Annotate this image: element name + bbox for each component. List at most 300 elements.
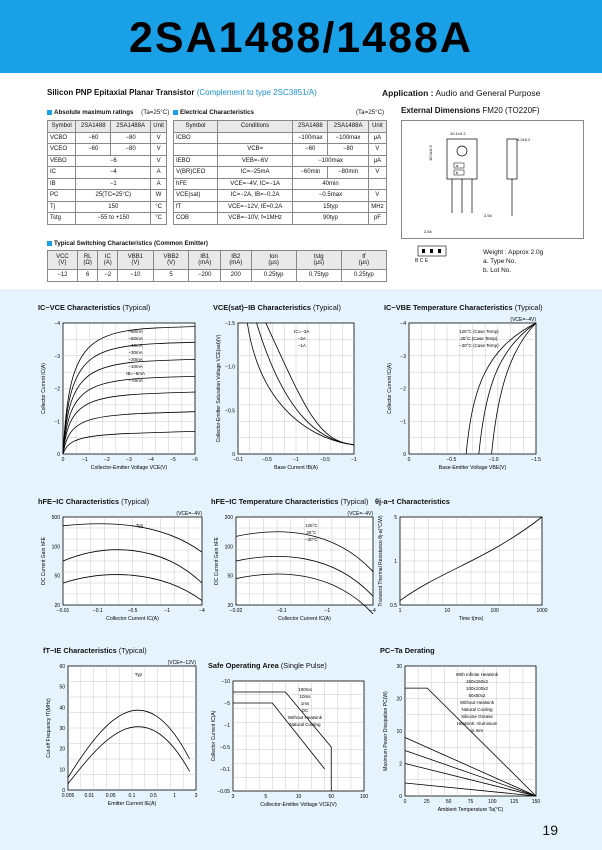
x-tick-label: −5 [170, 457, 176, 463]
x-tick-label: −2 [104, 457, 110, 463]
table-cell: 0.25typ [341, 270, 386, 282]
y-tick-label: 20 [59, 746, 65, 753]
y-tick-label: −3 [400, 353, 406, 360]
y-tick-label: 0 [403, 452, 406, 458]
table-cell: 0.75typ [296, 270, 341, 282]
table-header: IB1 (mA) [189, 251, 221, 270]
curve-label: With Infinite Heatsink [455, 672, 499, 677]
x-tick-label: 1000 [536, 608, 548, 614]
table-cell: VCB=−10V, f=1MHz [217, 213, 292, 225]
curve-label: Typ [134, 672, 143, 677]
y-tick-label: −1 [400, 419, 406, 426]
table-row [174, 190, 387, 202]
chart-svg [193, 315, 369, 491]
curve-label: 25°C (Case Temp) [460, 336, 498, 341]
table-cell: μA [368, 155, 386, 167]
x-axis-label: Collector-Emitter Voltage VCE(V) [90, 465, 168, 471]
table-cell: −2 [98, 270, 118, 282]
table-cell: VCE=−4V, IC=−1A [217, 178, 292, 190]
y-tick-label: 50 [59, 684, 65, 691]
table-header: IC (A) [98, 251, 118, 270]
application [382, 88, 540, 98]
switching-table [47, 250, 387, 282]
y-tick-label: 0 [62, 788, 65, 794]
table-cell: −55 to +150 [76, 213, 151, 225]
table-cell: hFE [174, 178, 218, 190]
table-row [174, 144, 387, 156]
svg-text:15.0±0.3: 15.0±0.3 [428, 145, 433, 161]
chart-title: IC−VCE Characteristics (Typical) [38, 303, 151, 312]
curve-label: 150x150x2 [466, 679, 489, 684]
x-tick-label: −1 [82, 457, 88, 463]
curve-label: Silicone Grease [461, 714, 493, 719]
curve-label: Natural Cooling [289, 722, 321, 727]
table-cell: pF [368, 213, 386, 225]
curve-label: −20mA [128, 357, 143, 362]
y-tick-label: 0 [399, 794, 402, 800]
y-tick-label: −1.0 [225, 364, 235, 371]
table-cell: 5 [153, 270, 189, 282]
curve-label: −50mA [128, 336, 143, 341]
y-tick-label: 10 [59, 767, 65, 774]
x-tick-label: 100 [359, 794, 369, 800]
table-header: RL (Ω) [77, 251, 98, 270]
y-tick-label: −0.5 [225, 408, 235, 415]
y-tick-label: 0.5 [390, 603, 397, 609]
table-row [48, 167, 167, 179]
x-tick-label: 25 [424, 799, 430, 805]
table-cell: PC [48, 190, 76, 202]
elec-condition: (Ta=25°C) [356, 109, 385, 116]
y-tick-label: −5 [224, 701, 230, 707]
table-header: Unit [151, 121, 167, 133]
x-tick-label: 0.05 [105, 793, 116, 799]
abs-max-table [47, 120, 167, 225]
table-cell: 15typ [293, 201, 369, 213]
x-axis-label: Collector-Emitter Voltage VCE(V) [260, 802, 337, 808]
application-value: Audio and General Purpose [435, 88, 541, 98]
x-tick-label: 75 [467, 799, 474, 805]
table-cell: Tstg [48, 213, 76, 225]
x-axis-label: Collector Current IC(A) [106, 616, 159, 622]
subtitle [47, 88, 317, 97]
table-cell: °C [151, 201, 167, 213]
table-cell: Tj [48, 201, 76, 213]
chart-condition: (VCE=−4V) [347, 511, 373, 517]
table-cell: −0.5max [293, 190, 369, 202]
y-tick-label: 60 [59, 664, 65, 670]
x-tick-label: −1.5 [531, 457, 541, 463]
x-tick-label: 100 [490, 608, 499, 614]
table-cell: μA [368, 132, 386, 144]
table-cell: −80 [111, 144, 151, 156]
y-tick-label: 0 [232, 452, 235, 458]
page-title: 2SA1488/1488A [129, 14, 473, 62]
x-tick-label: −0.01 [56, 608, 70, 614]
curve-label: 1ms [300, 701, 310, 706]
x-tick-label: 10 [295, 794, 302, 800]
x-tick-label: −1 [293, 457, 299, 463]
table-cell: 40min [293, 178, 369, 190]
svg-text:a: a [456, 163, 459, 168]
table-row [174, 132, 387, 144]
curve-label: Typ [135, 523, 144, 528]
table-cell: COB [174, 213, 218, 225]
switching-heading: Typical Switching Characteristics (Common Emitter) [47, 240, 208, 247]
table-row [48, 270, 387, 282]
pin-labels: B C E [415, 258, 429, 264]
curve-label: 50x50x2 [468, 693, 486, 698]
x-axis-label: Base Current IB(A) [274, 465, 318, 471]
table-cell: VCE(sat) [174, 190, 218, 202]
x-tick-label: −1 [351, 457, 357, 463]
subtitle-complement: (Complement to type 2SC3851/A) [196, 88, 317, 97]
y-axis-label: Collector Current IC(A) [41, 363, 47, 414]
curve-label: −40mA [128, 343, 143, 348]
chart-condition: (VCE=−12V) [167, 660, 196, 666]
x-axis-label: Collector Current IC(A) [278, 616, 331, 622]
chart-title: VCE(sat)−IB Characteristics (Typical) [213, 303, 341, 312]
curve-label: Without Heatsink [460, 700, 495, 705]
x-tick-label: −0.02 [229, 608, 243, 614]
chart-svg [355, 509, 557, 642]
x-tick-label: 150 [531, 799, 541, 805]
table-header: Symbol [48, 121, 76, 133]
curve-label: 125°C (Case Temp) [459, 329, 499, 334]
table-header: Unit [368, 121, 386, 133]
table-cell: V(BR)CEO [174, 167, 218, 179]
x-axis-label: Time t(ms) [458, 616, 484, 622]
y-axis-label: Collector Current IC(A) [211, 710, 217, 762]
chart-svg [23, 658, 211, 827]
x-tick-label: 1 [398, 608, 402, 614]
table-row [48, 201, 167, 213]
table-cell: W [151, 190, 167, 202]
curve-label: DC [301, 708, 309, 713]
x-tick-label: −1.0 [488, 457, 499, 463]
weight-text: Weight : Approx 2.0g [483, 249, 544, 256]
svg-text:4.2±0.2: 4.2±0.2 [517, 137, 531, 142]
bullet-square-icon [47, 110, 52, 115]
table-row [48, 155, 167, 167]
curve-label: 100ms [298, 687, 312, 692]
x-tick-label: 125 [509, 799, 519, 805]
table-cell [217, 132, 292, 144]
y-axis-label: DC Current Gain hFE [214, 537, 220, 585]
ext-dimensions-box [401, 120, 584, 239]
chart-title: hFE−IC Characteristics (Typical) [38, 497, 150, 506]
table-header: 2SA1488 [293, 121, 328, 133]
x-tick-label: 0.005 [61, 793, 75, 799]
svg-text:b: b [456, 170, 459, 175]
table-cell: V [368, 190, 386, 202]
table-header: VBB2 (V) [153, 251, 189, 270]
y-tick-label: 20 [54, 603, 60, 609]
curve-label: −70mA [128, 378, 143, 383]
curve-label: −30mA [128, 350, 143, 355]
y-axis-label: DC Current Gain hFE [41, 537, 47, 585]
chart-title: PC−Ta Derating [380, 646, 435, 655]
table-header: VBB1 (V) [118, 251, 154, 270]
chart-svg [360, 658, 551, 833]
y-axis-label: Transient Thermal Resistance θj-a(°C/W) [378, 515, 384, 607]
table-cell [368, 178, 386, 190]
curve-label: 100x100x2 [466, 686, 489, 691]
x-tick-label: 1 [173, 793, 177, 799]
x-tick-label: 100 [488, 799, 497, 805]
y-tick-label: 2 [399, 761, 402, 768]
table-header: 2SA1488A [111, 121, 151, 133]
elec-heading: Electrical Characteristics [173, 109, 254, 116]
table-cell: IC [48, 167, 76, 179]
title-banner [0, 0, 602, 73]
table-cell: A [151, 167, 167, 179]
table-row [48, 190, 167, 202]
table-header: tstg (μs) [296, 251, 341, 270]
table-cell: −80min [328, 167, 368, 179]
table-cell: VEB=−6V [217, 155, 292, 167]
y-axis-label: Maximum Power Dissipation PC(W) [383, 691, 389, 771]
x-tick-label: −4 [199, 608, 205, 614]
table-header: IB2 (mA) [221, 251, 252, 270]
table-row [48, 144, 167, 156]
y-tick-label: −1.5 [225, 321, 235, 327]
table-cell: −1 [76, 178, 151, 190]
table-cell: VCB= [217, 144, 292, 156]
x-tick-label: 50 [328, 794, 335, 800]
curve-label: 125°C [305, 523, 318, 528]
x-tick-label: −0.1 [233, 457, 243, 463]
y-tick-label: 20 [396, 696, 402, 703]
table-cell: −6 [76, 155, 151, 167]
table-header: 2SA1488A [328, 121, 368, 133]
table-header: VCC (V) [48, 251, 78, 270]
table-row [174, 201, 387, 213]
y-tick-label: 50 [54, 573, 60, 580]
y-tick-label: 30 [396, 664, 402, 670]
y-tick-label: −0.05 [217, 789, 230, 795]
x-tick-label: 3 [231, 794, 235, 800]
table-cell: −60 [76, 132, 111, 144]
svg-text:10.1±0.2: 10.1±0.2 [450, 131, 466, 136]
curve-label: −30°C (Case Temp) [459, 343, 499, 348]
application-label: Application : [382, 88, 434, 98]
x-tick-label: −4 [148, 457, 154, 463]
svg-text:2.54: 2.54 [484, 213, 492, 218]
chart-svg [18, 315, 210, 491]
x-tick-label: 5 [264, 794, 268, 800]
y-tick-label: −10 [221, 679, 230, 685]
table-cell: −200 [189, 270, 221, 282]
lot-no-text: b. Lot No. [483, 267, 512, 274]
y-axis-label: Collector-Emitter Saturation Voltage VCE(sat)(V) [216, 334, 222, 443]
x-tick-label: 0 [407, 457, 411, 463]
ext-heading: External Dimensions FM20 (TO220F) [401, 106, 540, 115]
y-tick-label: 500 [51, 515, 60, 521]
y-tick-label: −0.5 [220, 745, 230, 751]
table-row [174, 167, 387, 179]
table-header: tf (μs) [341, 251, 386, 270]
svg-text:2.54: 2.54 [424, 229, 432, 234]
page-number: 19 [542, 822, 558, 838]
chart-title: IC−VBE Temperature Characteristics (Typical) [384, 303, 543, 312]
curve-label: 10ms [299, 694, 311, 699]
y-tick-label: −0.1 [220, 767, 230, 773]
abs-max-heading: Absolute maximum ratings (Ta=25°C) [47, 109, 169, 116]
table-cell: IEBO [174, 155, 218, 167]
y-tick-label: 30 [59, 726, 65, 732]
x-axis-label: Ambient Temperature Ta(°C) [437, 807, 504, 813]
curve-label: −1A [297, 343, 306, 348]
chart-svg [18, 509, 217, 642]
x-tick-label: 0.1 [128, 793, 136, 799]
y-axis-label: Collector Current IC(A) [387, 363, 393, 414]
curve-label: −2A [297, 336, 306, 341]
type-no-text: a. Type No. [483, 258, 517, 265]
x-tick-label: −0.1 [92, 608, 103, 614]
table-cell: IC=−25mA [217, 167, 292, 179]
bullet-square-icon [47, 241, 52, 246]
x-tick-label: 3 [194, 793, 198, 799]
table-cell: 200 [221, 270, 252, 282]
table-cell: −60min [293, 167, 328, 179]
x-tick-label: −1 [164, 608, 171, 614]
table-cell: −10 [118, 270, 154, 282]
table-header: ton (μs) [251, 251, 296, 270]
table-cell: −60 [293, 144, 328, 156]
y-tick-label: 0 [57, 452, 60, 458]
y-tick-label: −2 [400, 386, 406, 393]
table-header: Conditions [217, 121, 292, 133]
table-cell: °C [151, 213, 167, 225]
chart-title: Safe Operating Area (Single Pulse) [208, 661, 327, 670]
x-tick-label: 0.01 [84, 793, 95, 799]
y-tick-label: 100 [51, 544, 60, 551]
curve-label: IB=−5mA [126, 371, 145, 376]
table-cell: −80 [111, 132, 151, 144]
x-tick-label: −6 [192, 457, 198, 463]
table-cell: −100max [293, 132, 328, 144]
x-tick-label: −0.1 [276, 608, 287, 614]
curve-label: Without Heatsink [288, 715, 323, 720]
x-tick-label: −0.5 [127, 608, 138, 614]
table-row [174, 155, 387, 167]
table-cell: VCBO [48, 132, 76, 144]
chart-svg [188, 673, 379, 828]
table-cell: VCEO [48, 144, 76, 156]
x-tick-label: 50 [445, 799, 452, 805]
y-tick-label: −3 [54, 353, 60, 360]
curve-label: in mm [470, 728, 484, 733]
table-row [174, 213, 387, 225]
x-tick-label: 10 [444, 608, 451, 614]
x-tick-label: −3 [126, 457, 132, 463]
table-row [174, 178, 387, 190]
table-cell: −100max [293, 155, 369, 167]
x-axis-label: Base-Emitter Voltage VBE(V) [438, 465, 507, 471]
y-tick-label: −4 [54, 321, 60, 327]
table-row [48, 213, 167, 225]
table-cell: −100max [328, 132, 368, 144]
package-drawing [402, 121, 583, 238]
table-cell: 90typ [293, 213, 369, 225]
table-cell: 25(TC=25°C) [76, 190, 151, 202]
y-tick-label: 40 [59, 705, 65, 712]
y-tick-label: −1 [224, 723, 230, 729]
table-cell: V [151, 144, 167, 156]
table-cell: V [151, 132, 167, 144]
y-tick-label: 200 [224, 515, 233, 521]
y-tick-label: 100 [224, 544, 233, 551]
chart-svg [364, 315, 551, 491]
table-cell: VEBO [48, 155, 76, 167]
x-tick-label: −1 [324, 608, 331, 614]
y-tick-label: −2 [54, 386, 60, 393]
table-cell [174, 144, 218, 156]
table-cell: fT [174, 201, 218, 213]
curve-label: −10mA [128, 364, 143, 369]
x-tick-label: −0.5 [446, 457, 457, 463]
y-tick-label: −4 [400, 321, 406, 327]
curve-label: −60mA [128, 329, 143, 334]
x-tick-label: −4 [370, 608, 376, 614]
y-tick-label: 20 [227, 603, 233, 609]
y-tick-label: 10 [396, 729, 402, 735]
chart-condition: (VCE=−4V) [510, 317, 536, 323]
x-tick-label: −0.5 [262, 457, 272, 463]
table-cell: −4 [76, 167, 151, 179]
chart-condition: (VCE=−4V) [176, 511, 202, 517]
chart-title: hFE−IC Temperature Characteristics (Typical) [211, 497, 369, 506]
x-tick-label: 0 [403, 799, 407, 805]
table-cell: ICBO [174, 132, 218, 144]
curve-label: Natural Cooling [461, 707, 493, 712]
curve-label: Heatsink: Aluminium [456, 721, 498, 726]
table-cell: −60 [76, 144, 111, 156]
table-row [48, 132, 167, 144]
table-cell: IC=−2A, IB=−0.2A [217, 190, 292, 202]
table-cell: 0.25typ [251, 270, 296, 282]
curve-label: 25°C [306, 530, 317, 535]
table-cell: A [151, 178, 167, 190]
elec-table [173, 120, 387, 225]
x-axis-label: Emitter Current IE(A) [107, 801, 157, 807]
y-tick-label: −1 [54, 419, 60, 426]
table-cell: −80 [328, 144, 368, 156]
table-cell: 6 [77, 270, 98, 282]
table-cell: V [368, 144, 386, 156]
subtitle-main: Silicon PNP Epitaxial Planar Transistor [47, 88, 195, 97]
pinout-icon [413, 240, 453, 270]
table-cell: 150 [76, 201, 151, 213]
table-cell: IB [48, 178, 76, 190]
table-cell: VCE=−12V, IE=0.2A [217, 201, 292, 213]
y-axis-label: Cut-off Frequency fT(MHz) [46, 698, 52, 758]
curve-label: IC=−3A [294, 329, 310, 334]
table-cell: MHz [368, 201, 386, 213]
table-cell: V [368, 167, 386, 179]
table-header: Symbol [174, 121, 218, 133]
bullet-square-icon [173, 110, 178, 115]
curve-label: −30°C [305, 537, 318, 542]
chart-title: θj-a−t Characteristics [375, 497, 450, 506]
table-cell: −12 [48, 270, 78, 282]
x-tick-label: −0.5 [320, 457, 330, 463]
y-tick-label: 5 [394, 515, 397, 521]
x-tick-label: 0.5 [149, 793, 157, 799]
table-row [48, 178, 167, 190]
table-cell: V [151, 155, 167, 167]
